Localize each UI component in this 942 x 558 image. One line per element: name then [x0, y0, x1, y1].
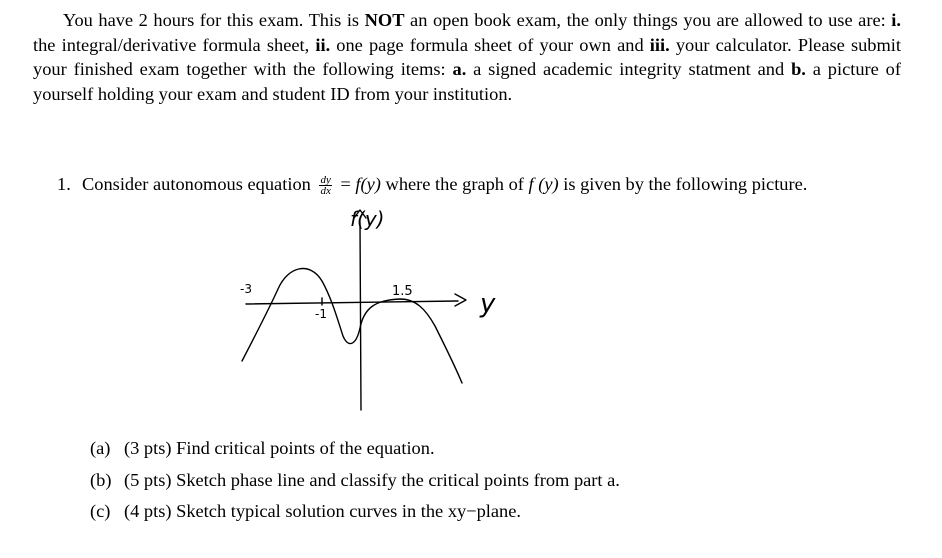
dy-dx-fraction: [319, 175, 331, 196]
instructions-text-3: the integral/derivative formula sheet,: [33, 34, 316, 55]
label-neg1: -1: [315, 307, 327, 321]
label-neg3: -3: [240, 282, 252, 296]
q1-equals: =: [335, 174, 356, 194]
item-b-label: b.: [791, 59, 806, 80]
item-i-label: i.: [891, 10, 901, 30]
question-number: 1.: [57, 174, 71, 194]
q1-text-4: is given by the following picture.: [558, 174, 808, 194]
instructions-text-7: a picture of yourself holding your exam and student ID from your institution.: [33, 59, 901, 104]
part-a-label: (a): [90, 438, 111, 458]
instructions-text-4: one page formula sheet of your own and: [330, 34, 650, 55]
horizontal-axis: [246, 301, 458, 304]
part-a: [90, 436, 910, 468]
part-c-text: (4 pts) Sketch typical solution curves in the xy−plane.: [124, 501, 522, 521]
part-b: [90, 468, 910, 500]
instructions-not-emphasis: NOT: [364, 10, 405, 30]
q1-fy: f(y): [355, 174, 381, 194]
fraction-denominator: dx: [320, 185, 331, 198]
part-c: [90, 499, 910, 531]
item-ii-label: ii.: [315, 34, 331, 55]
question-1: [57, 172, 901, 197]
instructions-text-6: a signed academic integrity statment and: [466, 59, 792, 80]
part-b-label: (b): [90, 469, 112, 490]
question-parts: [90, 436, 910, 531]
vertical-axis-label: f(y): [350, 207, 385, 231]
item-a-label: a.: [452, 59, 467, 80]
f-of-y-curve: [242, 269, 462, 383]
q1-text-1: Consider autonomous equation: [82, 174, 316, 194]
vertical-axis: [360, 222, 361, 410]
horizontal-axis-label: y: [480, 289, 496, 319]
label-1-5: 1.5: [392, 284, 413, 299]
horizontal-axis-arrow: [455, 294, 466, 306]
q1-fy-2: f (y): [528, 174, 559, 194]
part-c-label: (c): [90, 501, 111, 521]
instructions-text-2: an open book exam, the only things you are allowed to use are:: [404, 10, 892, 30]
part-b-text: (5 pts) Sketch phase line and classify the critical points from part a.: [124, 469, 620, 490]
question-1-text: [82, 172, 901, 197]
instructions-text-5: your calculator. Please submit your finished exam together with the following items:: [33, 34, 902, 80]
fraction-numerator: dy: [320, 174, 331, 187]
part-a-text: (3 pts) Find critical points of the equation.: [124, 438, 435, 458]
item-iii-label: iii.: [649, 34, 670, 55]
exam-instructions: [33, 8, 901, 106]
hand-drawn-graph: [230, 196, 520, 416]
instructions-text-1: You have 2 hours for this exam. This is: [63, 10, 365, 30]
q1-text-3: where the graph of: [380, 174, 529, 194]
